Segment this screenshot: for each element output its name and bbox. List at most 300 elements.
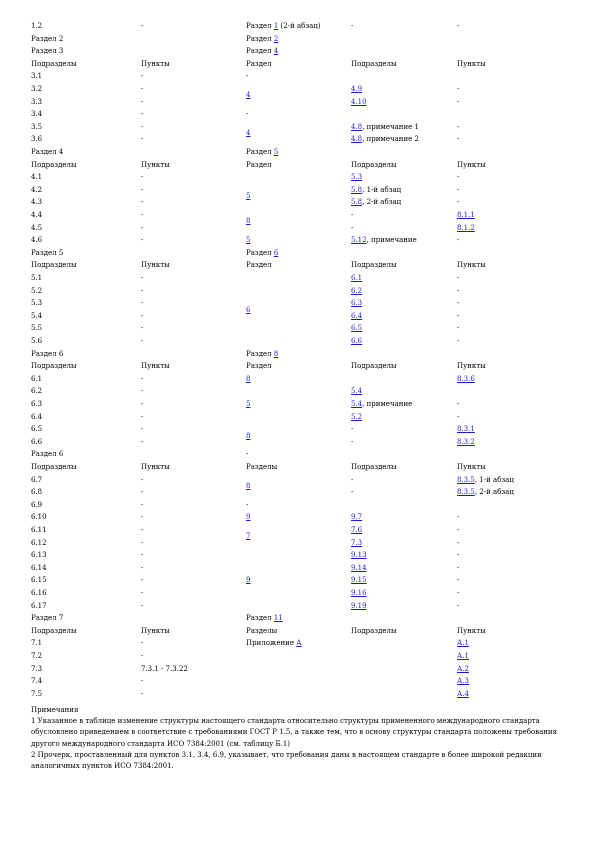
- table-cell: Подразделы: [31, 261, 77, 270]
- table-cell: Раздел 5: [246, 148, 279, 156]
- table-cell: 4.4: [31, 211, 43, 219]
- table-cell: [351, 537, 362, 550]
- table-cell: 7.5: [31, 689, 43, 698]
- table-cell: -: [246, 450, 249, 459]
- clause-link[interactable]: 8: [246, 374, 251, 383]
- table-row: [31, 310, 571, 323]
- table-cell: -: [141, 513, 144, 522]
- table-cell: [351, 562, 367, 575]
- table-row: [31, 83, 571, 96]
- table-row: [31, 448, 571, 461]
- table-cell: 3.4: [31, 110, 43, 119]
- table-row: [31, 297, 571, 310]
- clause-link[interactable]: 5: [273, 148, 279, 156]
- table-cell: [351, 549, 367, 562]
- table-cell: 5.2: [31, 286, 43, 295]
- table-cell: -: [141, 500, 144, 509]
- table-cell: 7.3.1 - 7.3.22: [141, 664, 188, 673]
- table-cell: -: [457, 400, 460, 408]
- clause-link[interactable]: 6.6: [351, 337, 363, 345]
- table-cell: Пункты: [141, 160, 170, 169]
- table-cell: 8.3.5, 1-й абзац: [457, 475, 514, 484]
- table-cell: Раздел 3: [31, 47, 64, 56]
- table-cell: [457, 675, 469, 688]
- table-cell: -: [141, 223, 144, 232]
- table-cell: -: [141, 563, 144, 572]
- table-cell: Пункты: [457, 362, 486, 371]
- table-cell: [457, 222, 475, 235]
- table-cell: Пункты: [457, 261, 486, 270]
- table-cell: [246, 511, 250, 524]
- table-cell: -: [141, 425, 144, 434]
- table-cell: Подразделы: [31, 463, 77, 471]
- table-cell: 7.4: [31, 677, 43, 686]
- table-cell: -: [351, 211, 354, 219]
- merged-section-link[interactable]: 8: [246, 217, 251, 226]
- table-cell: -: [246, 110, 249, 119]
- table-cell: -: [457, 324, 460, 333]
- clause-link[interactable]: 8.3.6: [457, 374, 475, 383]
- table-cell: Подразделы: [351, 160, 397, 169]
- table-cell: Пункты: [141, 463, 170, 471]
- table-cell: 7.2: [31, 652, 43, 660]
- table-cell: 6.3: [31, 400, 43, 408]
- table-cell: Пункты: [141, 362, 170, 371]
- table-cell: -: [351, 475, 354, 484]
- clause-link[interactable]: 4: [273, 47, 279, 56]
- table-row: [31, 423, 571, 436]
- table-cell: Пункты: [141, 261, 170, 270]
- table-cell: [351, 411, 362, 424]
- clause-link[interactable]: 5.4: [351, 400, 363, 408]
- table-row: [31, 108, 571, 121]
- table-cell: Подразделы: [31, 362, 77, 371]
- table-cell: 3.1: [31, 72, 43, 81]
- table-cell: [457, 637, 469, 650]
- clause-link[interactable]: 11: [273, 614, 283, 623]
- note-1: 1 Указанное в таблице изменение структуры настоящего стандарта относительно структуры примененного международного стандарта обусловлено приведением в соответствие с требованиями ГОСТ Р 1.5, а также тем, что в основу структуры стандарта положены требования другого международного стандарта ИСО 7384:2001 (см. таблицу Б.1): [31, 717, 557, 748]
- table-cell: -: [141, 551, 144, 560]
- table-row: [31, 398, 571, 411]
- table-cell: -: [457, 526, 460, 534]
- clause-link[interactable]: 6.1: [351, 274, 363, 282]
- table-cell: -: [457, 236, 460, 245]
- clause-link[interactable]: 5.12: [351, 236, 367, 245]
- clause-link[interactable]: 7.3: [351, 538, 363, 547]
- table-cell: Пункты: [457, 160, 486, 169]
- merged-section-link[interactable]: 8: [246, 481, 251, 490]
- table-cell: 7.3: [31, 664, 43, 673]
- clause-link[interactable]: 5.2: [351, 412, 363, 421]
- table-cell: [457, 688, 469, 701]
- table-cell: -: [457, 299, 460, 308]
- table-row: [31, 322, 571, 335]
- table-cell: -: [457, 337, 460, 345]
- clause-link[interactable]: 8.3.2: [457, 437, 475, 446]
- table-cell: 6.2: [31, 387, 43, 396]
- clause-link[interactable]: 9.14: [351, 563, 367, 572]
- table-cell: -: [141, 122, 144, 131]
- table-cell: Подразделы: [31, 59, 77, 68]
- table-cell: Пункты: [141, 59, 170, 68]
- table-cell: Разделы: [246, 626, 278, 635]
- table-cell: -: [141, 652, 144, 660]
- table-cell: [351, 385, 362, 398]
- table-cell: -: [141, 400, 144, 408]
- table-cell: [246, 373, 250, 386]
- table-row: [31, 612, 571, 625]
- table-cell: Раздел 2: [246, 34, 279, 43]
- clause-link[interactable]: 8.3.1: [457, 425, 475, 434]
- table-cell: 5.8, 1-й абзац: [351, 185, 402, 194]
- table-row: [31, 259, 571, 272]
- clause-link[interactable]: 5.3: [351, 173, 363, 182]
- table-row: [31, 33, 571, 46]
- table-cell: [351, 511, 362, 524]
- clause-link[interactable]: 6.3: [351, 299, 363, 308]
- table-cell: -: [141, 538, 144, 547]
- clause-link[interactable]: А.3: [457, 677, 469, 686]
- table-row: [31, 600, 571, 613]
- table-cell: -: [141, 689, 144, 698]
- table-cell: -: [141, 22, 144, 30]
- table-cell: -: [351, 22, 354, 30]
- table-row: [31, 549, 571, 562]
- table-cell: -: [457, 601, 460, 610]
- table-cell: 6.8: [31, 488, 43, 497]
- table-cell: -: [141, 488, 144, 497]
- table-cell: Раздел: [246, 160, 272, 169]
- table-cell: Подразделы: [351, 261, 397, 270]
- table-cell: -: [141, 185, 144, 194]
- clause-link[interactable]: 4.10: [351, 97, 367, 106]
- table-cell: [457, 209, 475, 222]
- table-row: [31, 587, 571, 600]
- table-row: [31, 121, 571, 134]
- table-cell: Приложение А: [246, 639, 302, 648]
- table-cell: Раздел 4: [246, 47, 279, 56]
- clause-link[interactable]: 8.1.1: [457, 211, 475, 219]
- clause-link[interactable]: 9.7: [351, 513, 363, 522]
- table-cell: -: [141, 639, 144, 648]
- table-cell: [246, 234, 250, 247]
- table-cell: Раздел 11: [246, 614, 283, 623]
- table-cell: 5.3: [31, 299, 43, 308]
- clause-link[interactable]: 6.5: [351, 324, 363, 333]
- clause-link[interactable]: А: [296, 639, 302, 648]
- table-cell: -: [457, 311, 460, 320]
- table-cell: -: [246, 500, 249, 509]
- clause-link[interactable]: 4.8: [351, 135, 363, 144]
- table-cell: -: [141, 85, 144, 93]
- table-cell: [457, 650, 469, 663]
- table-cell: -: [141, 412, 144, 421]
- table-cell: -: [457, 551, 460, 560]
- table-row: [31, 20, 571, 33]
- table-row: [31, 385, 571, 398]
- table-row: [31, 196, 571, 209]
- table-row: [31, 247, 571, 260]
- table-cell: 6.1: [31, 374, 43, 383]
- table-cell: -: [457, 274, 460, 282]
- table-cell: [457, 373, 475, 386]
- table-cell: -: [141, 311, 144, 320]
- table-cell: [351, 524, 362, 537]
- table-cell: -: [351, 425, 354, 434]
- table-cell: -: [141, 437, 144, 446]
- table-cell: -: [141, 198, 144, 207]
- table-cell: Подразделы: [351, 463, 397, 471]
- table-cell: [351, 587, 367, 600]
- table-row: [31, 499, 571, 512]
- clause-link[interactable]: 5.8: [351, 185, 363, 194]
- table-cell: 6.5: [31, 425, 43, 434]
- table-cell: 6.12: [31, 538, 47, 547]
- table-cell: 5.1: [31, 274, 43, 282]
- table-cell: -: [351, 488, 354, 497]
- table-cell: 6.11: [31, 526, 47, 534]
- clause-link[interactable]: 9: [246, 513, 251, 522]
- table-cell: 6.4: [31, 412, 43, 421]
- table-cell: Раздел 4: [31, 148, 64, 156]
- table-cell: -: [141, 135, 144, 144]
- table-cell: [351, 574, 367, 587]
- table-cell: -: [246, 72, 249, 81]
- table-row: [31, 146, 571, 159]
- table-cell: Пункты: [457, 463, 486, 471]
- table-cell: 5.5: [31, 324, 43, 333]
- table-cell: -: [141, 211, 144, 219]
- clause-link[interactable]: 8.3.5: [457, 475, 475, 484]
- notes-section: [31, 705, 571, 772]
- merged-section-link[interactable]: 5: [246, 192, 251, 201]
- table-cell: -: [141, 97, 144, 106]
- table-row: [31, 96, 571, 109]
- table-cell: [351, 285, 362, 298]
- table-cell: -: [141, 601, 144, 610]
- table-cell: -: [141, 526, 144, 534]
- table-cell: 7.1: [31, 639, 43, 648]
- table-cell: -: [141, 324, 144, 333]
- clause-link[interactable]: 9: [246, 576, 251, 585]
- table-cell: 3.3: [31, 97, 43, 106]
- table-cell: Раздел 8: [246, 349, 279, 358]
- table-cell: Раздел 6: [31, 349, 64, 358]
- merged-section-link[interactable]: 6: [246, 305, 251, 314]
- table-cell: 1.2: [31, 22, 43, 30]
- table-row: [31, 70, 571, 83]
- table-row: [31, 360, 571, 373]
- table-cell: -: [141, 475, 144, 484]
- table-cell: -: [457, 198, 460, 207]
- clause-link[interactable]: 2: [273, 34, 279, 43]
- table-cell: Раздел 6: [246, 248, 279, 257]
- table-row: [31, 574, 571, 587]
- clause-link[interactable]: 6.2: [351, 286, 363, 295]
- table-cell: 6.7: [31, 475, 43, 484]
- table-cell: 4.2: [31, 185, 43, 194]
- table-cell: -: [457, 286, 460, 295]
- table-row: [31, 171, 571, 184]
- table-cell: Подразделы: [351, 59, 397, 68]
- table-cell: [351, 310, 362, 323]
- table-row: [31, 637, 571, 650]
- table-cell: 6.16: [31, 589, 47, 597]
- clause-link[interactable]: 5.4: [351, 387, 363, 396]
- table-row: [31, 688, 571, 701]
- table-cell: 5.12, примечание: [351, 236, 417, 245]
- table-row: [31, 650, 571, 663]
- table-row: [31, 474, 571, 487]
- clause-link[interactable]: 8: [273, 349, 279, 358]
- table-cell: 3.6: [31, 135, 43, 144]
- table-row: [31, 45, 571, 58]
- clause-link[interactable]: А.4: [457, 689, 469, 698]
- table-row: [31, 486, 571, 499]
- table-cell: -: [457, 563, 460, 572]
- clause-link[interactable]: 9.19: [351, 601, 367, 610]
- table-cell: -: [141, 576, 144, 585]
- table-cell: -: [457, 97, 460, 106]
- table-row: [31, 159, 571, 172]
- table-row: [31, 184, 571, 197]
- table-row: [31, 562, 571, 575]
- table-row: [31, 625, 571, 638]
- table-cell: Раздел 1 (2-й абзац): [246, 22, 321, 30]
- table-cell: -: [141, 589, 144, 597]
- table-cell: -: [457, 576, 460, 585]
- table-row: [31, 222, 571, 235]
- table-cell: [351, 171, 362, 184]
- table-row: [31, 524, 571, 537]
- table-cell: [351, 272, 362, 285]
- clause-link[interactable]: 8.1.2: [457, 223, 475, 232]
- table-cell: 4.5: [31, 223, 43, 232]
- table-cell: 6.13: [31, 551, 47, 560]
- table-cell: -: [457, 412, 460, 421]
- table-cell: 5.6: [31, 337, 43, 345]
- table-cell: 6.6: [31, 437, 43, 446]
- notes-heading: Примечания: [31, 706, 79, 714]
- table-cell: -: [457, 513, 460, 522]
- clause-link[interactable]: 1: [273, 22, 279, 30]
- table-cell: [351, 96, 367, 109]
- table-row: [31, 436, 571, 449]
- note-2: 2 Прочерк, проставленный для пунктов 3.1, 3.4, 6.9, указывает, что требования даны в настоящем стандарте в более широкой редакции аналогичных пунктов ИСО 7384:2001.: [31, 750, 542, 771]
- table-row: [31, 511, 571, 524]
- clause-link[interactable]: 5: [246, 236, 251, 245]
- table-cell: -: [141, 236, 144, 245]
- merged-section-link[interactable]: 7: [246, 532, 251, 541]
- table-cell: -: [457, 589, 460, 597]
- clause-link[interactable]: 7.6: [351, 526, 363, 534]
- clause-link[interactable]: А.2: [457, 664, 469, 673]
- table-cell: [351, 297, 362, 310]
- clause-link[interactable]: А.1: [457, 652, 469, 660]
- clause-link[interactable]: 4.8: [351, 122, 363, 131]
- table-cell: Раздел 6: [31, 450, 64, 459]
- clause-link[interactable]: 6: [273, 248, 279, 257]
- table-cell: Подразделы: [31, 160, 77, 169]
- table-cell: [351, 335, 362, 348]
- table-cell: 5.8, 2-й абзац: [351, 198, 402, 207]
- table-cell: Раздел: [246, 362, 272, 371]
- table-cell: [246, 574, 250, 587]
- table-cell: 4.3: [31, 198, 43, 207]
- table-row: [31, 537, 571, 550]
- table-cell: Раздел 5: [31, 248, 64, 257]
- table-cell: -: [141, 299, 144, 308]
- table-cell: -: [457, 85, 460, 93]
- table-cell: -: [141, 274, 144, 282]
- merged-section-link[interactable]: 5: [246, 400, 251, 408]
- table-cell: -: [141, 374, 144, 383]
- table-row: [31, 272, 571, 285]
- table-cell: [457, 663, 469, 676]
- table-cell: Пункты: [141, 626, 170, 635]
- table-cell: -: [141, 677, 144, 686]
- table-cell: [351, 322, 362, 335]
- table-cell: [351, 600, 367, 613]
- table-cell: 6.10: [31, 513, 47, 522]
- table-cell: [457, 423, 475, 436]
- table-cell: 6.9: [31, 500, 43, 509]
- table-cell: -: [457, 185, 460, 194]
- table-cell: -: [457, 22, 460, 30]
- clause-link[interactable]: 6.4: [351, 311, 363, 320]
- table-row: [31, 348, 571, 361]
- table-cell: -: [141, 337, 144, 345]
- merged-section-link[interactable]: 8: [246, 431, 251, 440]
- table-cell: -: [141, 286, 144, 295]
- table-cell: Пункты: [457, 626, 486, 635]
- table-cell: Подразделы: [31, 626, 77, 635]
- table-cell: -: [141, 72, 144, 81]
- merged-section-link[interactable]: 4: [246, 91, 251, 100]
- table-row: [31, 373, 571, 386]
- merged-section-link[interactable]: 4: [246, 129, 251, 138]
- table-row: [31, 285, 571, 298]
- table-cell: 3.2: [31, 85, 43, 93]
- table-cell: [351, 83, 362, 96]
- clause-link[interactable]: 9.15: [351, 576, 367, 585]
- table-cell: -: [351, 223, 354, 232]
- table-cell: -: [141, 173, 144, 182]
- table-cell: -: [141, 110, 144, 119]
- table-cell: Подразделы: [351, 362, 397, 371]
- table-cell: 4.6: [31, 236, 43, 245]
- table-cell: -: [457, 538, 460, 547]
- table-row: [31, 209, 571, 222]
- table-cell: 4.1: [31, 173, 43, 182]
- clause-link[interactable]: 8.3.5: [457, 488, 475, 497]
- clause-link[interactable]: 5.8: [351, 198, 363, 207]
- table-cell: 6.17: [31, 601, 47, 610]
- clause-link[interactable]: 9.16: [351, 589, 367, 597]
- table-cell: Разделы: [246, 463, 278, 471]
- table-cell: Пункты: [457, 59, 486, 68]
- clause-link[interactable]: 4.9: [351, 85, 363, 93]
- table-row: [31, 234, 571, 247]
- table-cell: 4.8, примечание 1: [351, 122, 419, 131]
- table-cell: 6.14: [31, 563, 47, 572]
- table-cell: Раздел 2: [31, 34, 64, 43]
- clause-link[interactable]: 9.13: [351, 551, 367, 560]
- table-cell: 6.15: [31, 576, 47, 585]
- table-row: [31, 675, 571, 688]
- clause-link[interactable]: А.1: [457, 639, 469, 648]
- table-row: [31, 335, 571, 348]
